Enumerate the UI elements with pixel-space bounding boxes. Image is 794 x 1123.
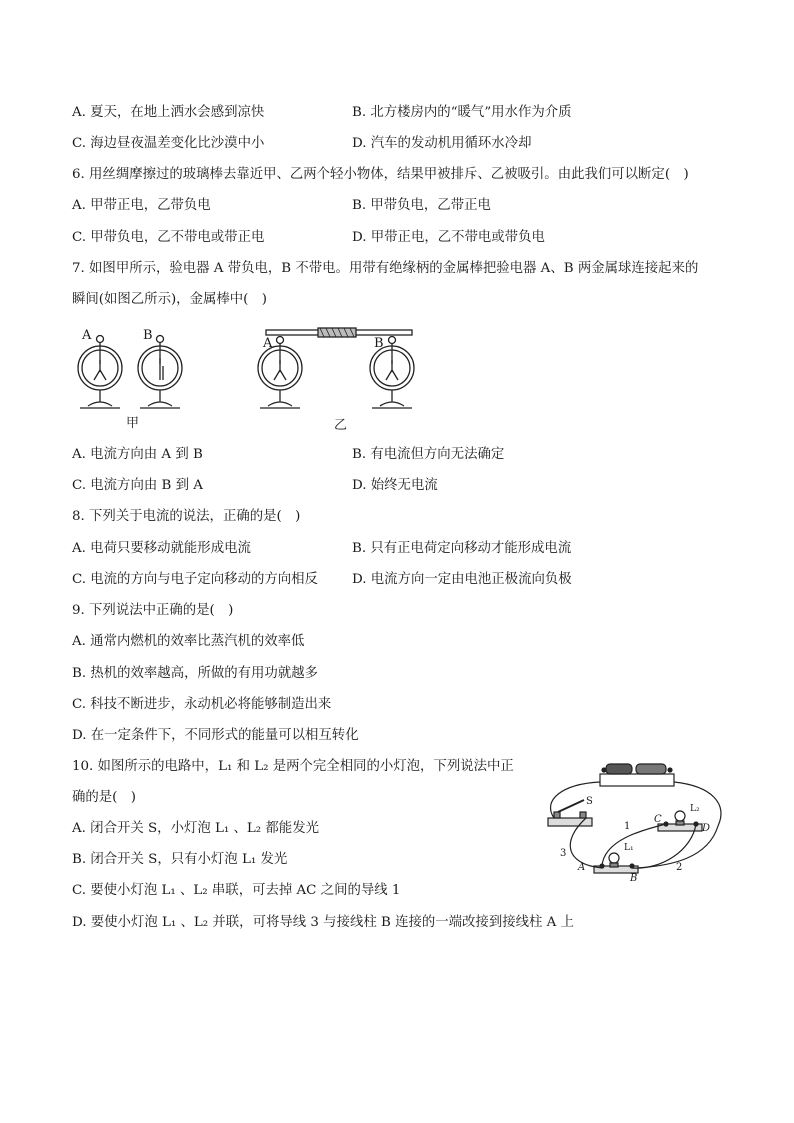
- battery-icon: [600, 764, 674, 786]
- q7-option-b: B. 有电流但方向无法确定: [352, 447, 505, 462]
- circuit-label-wire1: 1: [624, 821, 631, 832]
- q10-option-c: C. 要使小灯泡 L₁ 、L₂ 串联，可去掉 AC 之间的导线 1: [72, 883, 401, 898]
- circuit-label-wire2: 2: [676, 862, 683, 873]
- circuit-label-d: D: [702, 823, 711, 834]
- q10-option-d: D. 要使小灯泡 L₁ 、L₂ 并联，可将导线 3 与接线柱 B 连接的一端改接到接线柱 A 上: [72, 915, 574, 930]
- q5-option-a: A. 夏天，在地上洒水会感到凉快: [72, 105, 265, 120]
- q8-option-c: C. 电流的方向与电子定向移动的方向相反: [72, 572, 318, 587]
- fig7-label-b-yi: B: [374, 336, 384, 351]
- q8-stem: 8. 下列关于电流的说法，正确的是( ): [72, 509, 301, 524]
- q10-option-a: A. 闭合开关 S，小灯泡 L₁ 、L₂ 都能发光: [72, 821, 319, 836]
- q9-option-c: C. 科技不断进步，永动机必将能够制造出来: [72, 697, 332, 712]
- fig7-label-a-jia: A: [82, 328, 92, 343]
- fig7-label-b-jia: B: [143, 328, 153, 343]
- q8-option-a: A. 电荷只要移动就能形成电流: [72, 541, 251, 556]
- q9-stem: 9. 下列说法中正确的是( ): [72, 603, 234, 618]
- circuit-label-s: S: [586, 796, 593, 807]
- q7-stem-line1: 7. 如图甲所示，验电器 A 带负电，B 不带电。用带有绝缘柄的金属棒把验电器 A、B 两金属球连接起来的: [72, 261, 699, 276]
- q8-option-d: D. 电流方向一定由电池正极流向负极: [352, 572, 572, 587]
- circuit-label-a: A: [578, 862, 586, 873]
- lamp-l1-icon: [594, 853, 638, 873]
- circuit-label-l1: L₁: [624, 843, 634, 853]
- q9-option-a: A. 通常内燃机的效率比蒸汽机的效率低: [72, 634, 305, 649]
- q6-stem: 6. 用丝绸摩擦过的玻璃棒去靠近甲、乙两个轻小物体，结果甲被排斥、乙被吸引。由此我们可以断定( ): [72, 167, 689, 182]
- fig7-caption-jia: 甲: [126, 416, 140, 431]
- q10-option-b: B. 闭合开关 S，只有小灯泡 L₁ 发光: [72, 852, 288, 867]
- fig7-label-a-yi: A: [263, 336, 273, 351]
- q8-option-b: B. 只有正电荷定向移动才能形成电流: [352, 541, 572, 556]
- q6-option-c: C. 甲带负电，乙不带电或带正电: [72, 230, 265, 245]
- circuit-label-b: B: [630, 873, 638, 884]
- electroscope-b-jia: [138, 336, 182, 409]
- q7-option-c: C. 电流方向由 B 到 A: [72, 478, 203, 493]
- q6-option-d: D. 甲带正电，乙不带电或带负电: [352, 230, 545, 245]
- circuit-label-c: C: [654, 814, 662, 825]
- q5-option-c: C. 海边昼夜温差变化比沙漠中小: [72, 136, 265, 151]
- q10-stem-line1: 10. 如图所示的电路中，L₁ 和 L₂ 是两个完全相同的小灯泡，下列说法中正: [72, 759, 514, 774]
- q6-option-a: A. 甲带正电，乙带负电: [72, 198, 211, 213]
- electroscope-figure: [66, 322, 426, 434]
- q7-option-d: D. 始终无电流: [352, 478, 438, 493]
- fig7-caption-yi: 乙: [334, 418, 348, 433]
- q7-stem-line2: 瞬间(如图乙所示)，金属棒中( ): [72, 292, 267, 307]
- q5-option-d: D. 汽车的发动机用循环水冷却: [352, 136, 532, 151]
- q9-option-d: D. 在一定条件下，不同形式的能量可以相互转化: [72, 728, 359, 743]
- q5-option-b: B. 北方楼房内的“暖气”用水作为介质: [352, 105, 572, 120]
- q9-option-b: B. 热机的效率越高，所做的有用功就越多: [72, 666, 318, 681]
- electroscope-a-jia: [78, 336, 122, 409]
- circuit-label-wire3: 3: [560, 848, 567, 859]
- circuit-label-l2: L₂: [690, 804, 700, 814]
- q7-option-a: A. 电流方向由 A 到 B: [72, 447, 203, 462]
- q6-option-b: B. 甲带负电，乙带正电: [352, 198, 491, 213]
- q10-stem-line2: 确的是( ): [72, 790, 137, 805]
